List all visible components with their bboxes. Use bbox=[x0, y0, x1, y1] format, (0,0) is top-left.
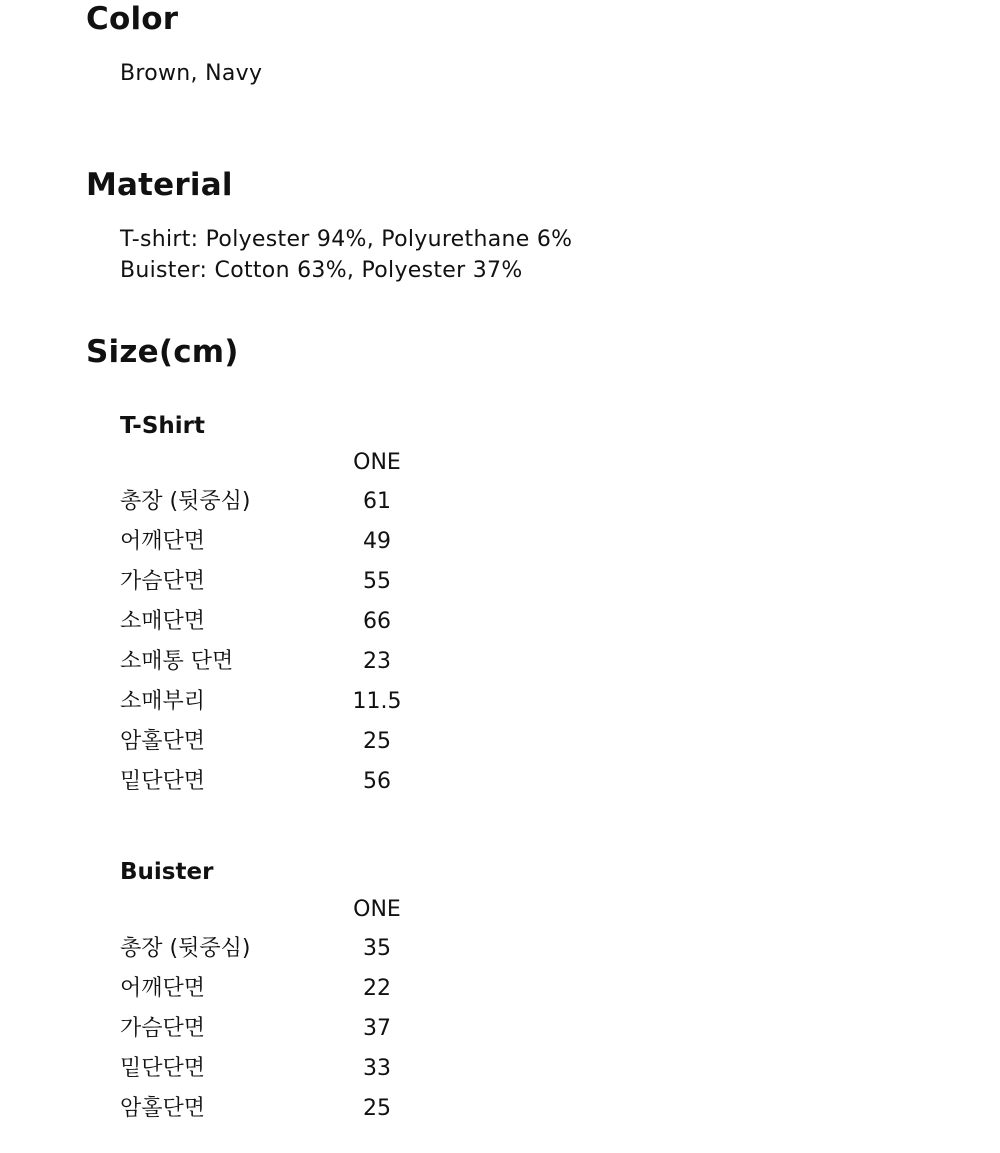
row-label: 암홀단면 bbox=[120, 1096, 206, 1121]
row-value: 23 bbox=[363, 649, 391, 674]
color-value: Brown, Navy bbox=[120, 61, 263, 86]
material-line-tshirt: T-shirt: Polyester 94%, Polyurethane 6% bbox=[120, 227, 573, 252]
row-label: 총장 (뒷중심) bbox=[120, 936, 251, 961]
row-value: 35 bbox=[363, 936, 391, 961]
row-label: 가슴단면 bbox=[120, 569, 206, 594]
row-value: 33 bbox=[363, 1056, 391, 1081]
color-heading: Color bbox=[86, 1, 179, 37]
row-value: 37 bbox=[363, 1016, 391, 1041]
material-line-buister: Buister: Cotton 63%, Polyester 37% bbox=[120, 258, 523, 283]
row-value: 61 bbox=[363, 489, 391, 514]
size-column-header: ONE bbox=[353, 450, 401, 475]
row-label: 어깨단면 bbox=[120, 529, 206, 554]
row-value: 55 bbox=[363, 569, 391, 594]
row-label: 밑단단면 bbox=[120, 769, 206, 794]
size-heading: Size(cm) bbox=[86, 334, 239, 370]
row-label: 소매부리 bbox=[120, 689, 206, 714]
row-value: 22 bbox=[363, 976, 391, 1001]
row-label: 어깨단면 bbox=[120, 976, 206, 1001]
row-label: 총장 (뒷중심) bbox=[120, 489, 251, 514]
row-label: 암홀단면 bbox=[120, 729, 206, 754]
row-value: 25 bbox=[363, 1096, 391, 1121]
row-value: 49 bbox=[363, 529, 391, 554]
row-value: 56 bbox=[363, 769, 391, 794]
row-label: 소매통 단면 bbox=[120, 649, 234, 674]
row-label: 소매단면 bbox=[120, 609, 206, 634]
table-title-tshirt: T-Shirt bbox=[120, 413, 206, 439]
row-label: 가슴단면 bbox=[120, 1016, 206, 1041]
table-title-buister: Buister bbox=[120, 859, 214, 885]
material-heading: Material bbox=[86, 167, 233, 203]
size-column-header: ONE bbox=[353, 897, 401, 922]
row-value: 11.5 bbox=[352, 689, 402, 714]
row-value: 25 bbox=[363, 729, 391, 754]
row-label: 밑단단면 bbox=[120, 1056, 206, 1081]
row-value: 66 bbox=[363, 609, 391, 634]
